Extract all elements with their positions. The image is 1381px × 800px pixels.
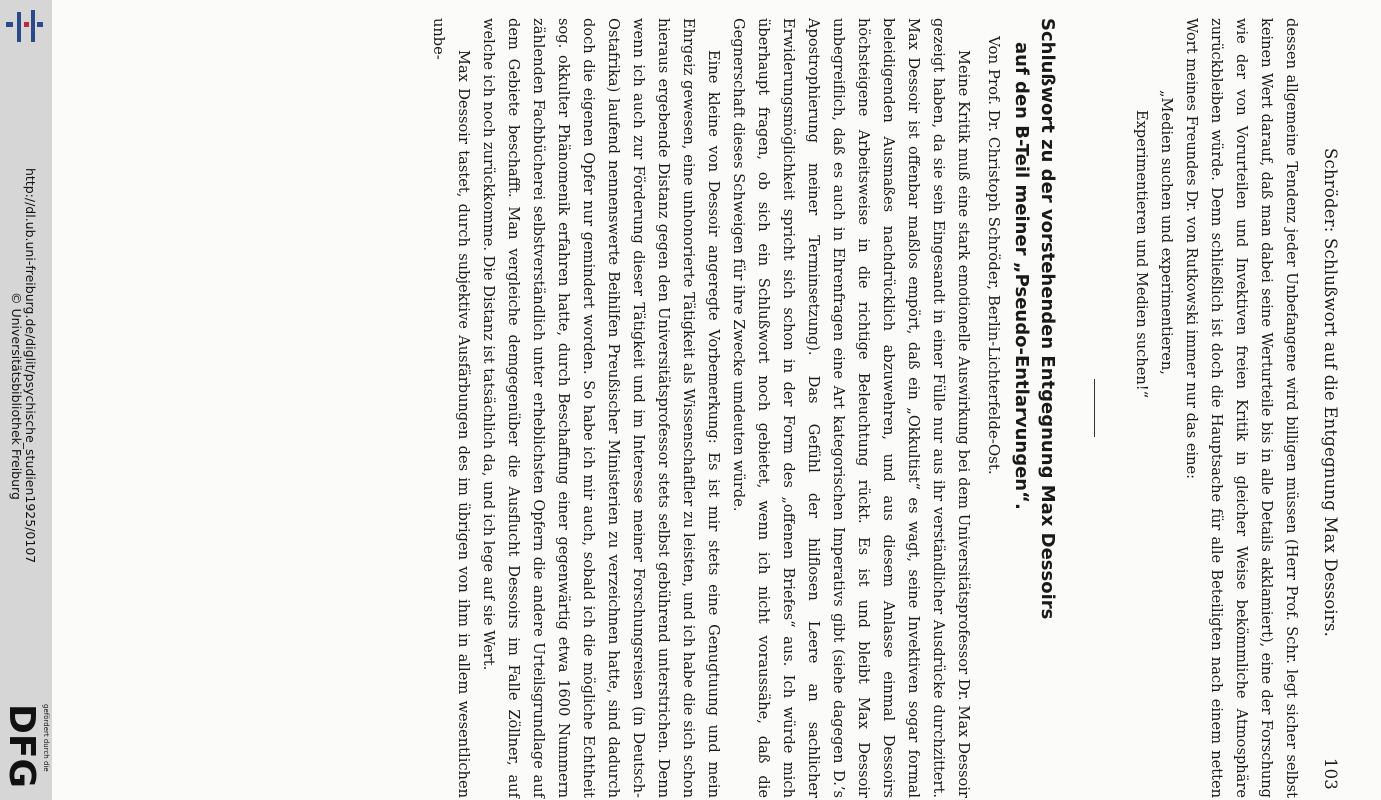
- page-number: 103: [1321, 757, 1340, 790]
- quote-line-1: „Medien suchen und experimentieren,: [1158, 90, 1175, 375]
- copyright-notice: © Universitätsbibliothek Freiburg: [9, 292, 24, 500]
- title-line-1: Schlußwort zu der vorstehenden Entgegnung Max Dessoirs: [1037, 18, 1058, 620]
- page-body: [426, 18, 1304, 798]
- section-divider: [1094, 379, 1095, 437]
- paragraph-1: Meine Kritik muß eine stark emotionelle Auswirkung bei dem Universitätsprofessor Dr. Max Dessoir gezeigt haben, da sie sein Eingesandt in einer Fülle nur aus ihr verständlicher Ausdrücke durchzittert. Max Dessoir ist offenbar maßlos empört, daß ein „Okkultist“ es wagt, seine Invektiven sogar formal beleidigenden Ausmaßes nachdrücklich abzuwehren, und aus diesem Anlasse einmal Dessoirs höchsteigene Arbeitsweise in die richtige Beleuchtung rückt. Es ist und bleibt Max Dessoir unbegreiflich, daß es auch in Ehrenfragen eine Art kategorischen Imperativs gibt (siehe dagegen D.’s Apostrophierung meiner Terminsetzung). Das Gefühl der hilflosen Leere an sachlicher Erwiderungsmöglichkeit spricht sich schon in der Form des „offenen Briefes“ aus. Ich würde mich überhaupt fragen, ob sich ein Schlußwort noch gebietet, wenn ich nicht voraussähe, daß die Gegnerschaft dieses Schweigen für ihre Zwecke umdeuten würde.: [730, 18, 972, 798]
- quote-line-2: Experimentieren und Medien suchen!“: [1133, 110, 1150, 399]
- intro-paragraph: dessen allgemeine Tendenz jeder Unbefangene wird billigen müssen (Herr Prof. Schr. legt sicher selbst keinen Wert darauf, daß man dabei seine Werturteile bis in alle Details akklamiert), eine der Forschung wie der von Vorurteilen und Invektiven freien Kritik in gleicher Weise bekömmliche Atmosphäre zurückbleiben würde. Denn schließlich ist doch die Hauptsache für alle Beteiligten nach einem netten Wort meines Freundes Dr. von Rutkowski immer nur das eine:: [1183, 18, 1300, 798]
- page-content: [134, 18, 1344, 798]
- dfg-logo-text: DFG: [1, 704, 42, 789]
- source-url[interactable]: http://dl.ub.uni-freiburg.de/diglit/psychische_studien1925/0107: [23, 168, 38, 564]
- sidebar-credits: [8, 0, 48, 800]
- title-line-2: auf den B-Teil meiner „Pseudo-Entlarvungen“.: [1011, 42, 1032, 510]
- scanned-page: [52, 0, 1381, 800]
- article-author: Von Prof. Dr. Christoph Schröder, Berlin-Lichterfelde-Ost.: [985, 36, 1003, 475]
- viewer-sidebar: [0, 0, 52, 800]
- article-title: [1008, 18, 1060, 798]
- running-head: Schröder: Schlußwort auf die Entgegnung Max Dessoirs.: [1321, 148, 1340, 638]
- running-header: [1310, 18, 1344, 798]
- paragraph-3: Max Dessoir tastet, durch subjektive Ausfärbungen des im übrigen von ihm in allem wesentlichen unbe-: [430, 18, 472, 798]
- dfg-tag-text: gefördert durch die: [42, 704, 50, 772]
- paragraph-2: Eine kleine von Dessoir angeregte Vorbemerkung: Es ist mir stets eine Genugtuung und mein Ehrgeiz gewesen, eine unhonorierte Tätigkeit als Wissenschaftler zu leisten, und ich habe die sich schon hieraus ergebende Distanz gegen den Universitätsprofessor stets selbst gebührend unterstrichen. Denn wenn ich auch zur Förderung dieser Tätigkeit und im Interesse meiner Forschungsreisen (in Deutsch-Ostafrika) laufend nennenswerte Beihilfen Preußischer Ministerien zu verzeichnen hatte, sind dadurch doch die eigenen Opfer nur gemindert worden. So habe ich mir auch, sobald ich die mögliche Echtheit sog. okkulter Phänomenik erfahren hatte, durch Beschaffung einer gegenwärtig etwa 1600 Nummern zählenden Fachbücherei selbstverständlich unter erheblichsten Opfern die andere Urteilsgrundlage auf dem Gebiete beschafft. Man vergleiche demgegenüber die Ausflucht Dessoirs im Falle Zöllner, auf welche ich noch zurückkomme. Die Distanz ist tatsächlich da, und ich lege auf sie Wert.: [480, 18, 722, 798]
- dfg-logo: [1, 702, 50, 794]
